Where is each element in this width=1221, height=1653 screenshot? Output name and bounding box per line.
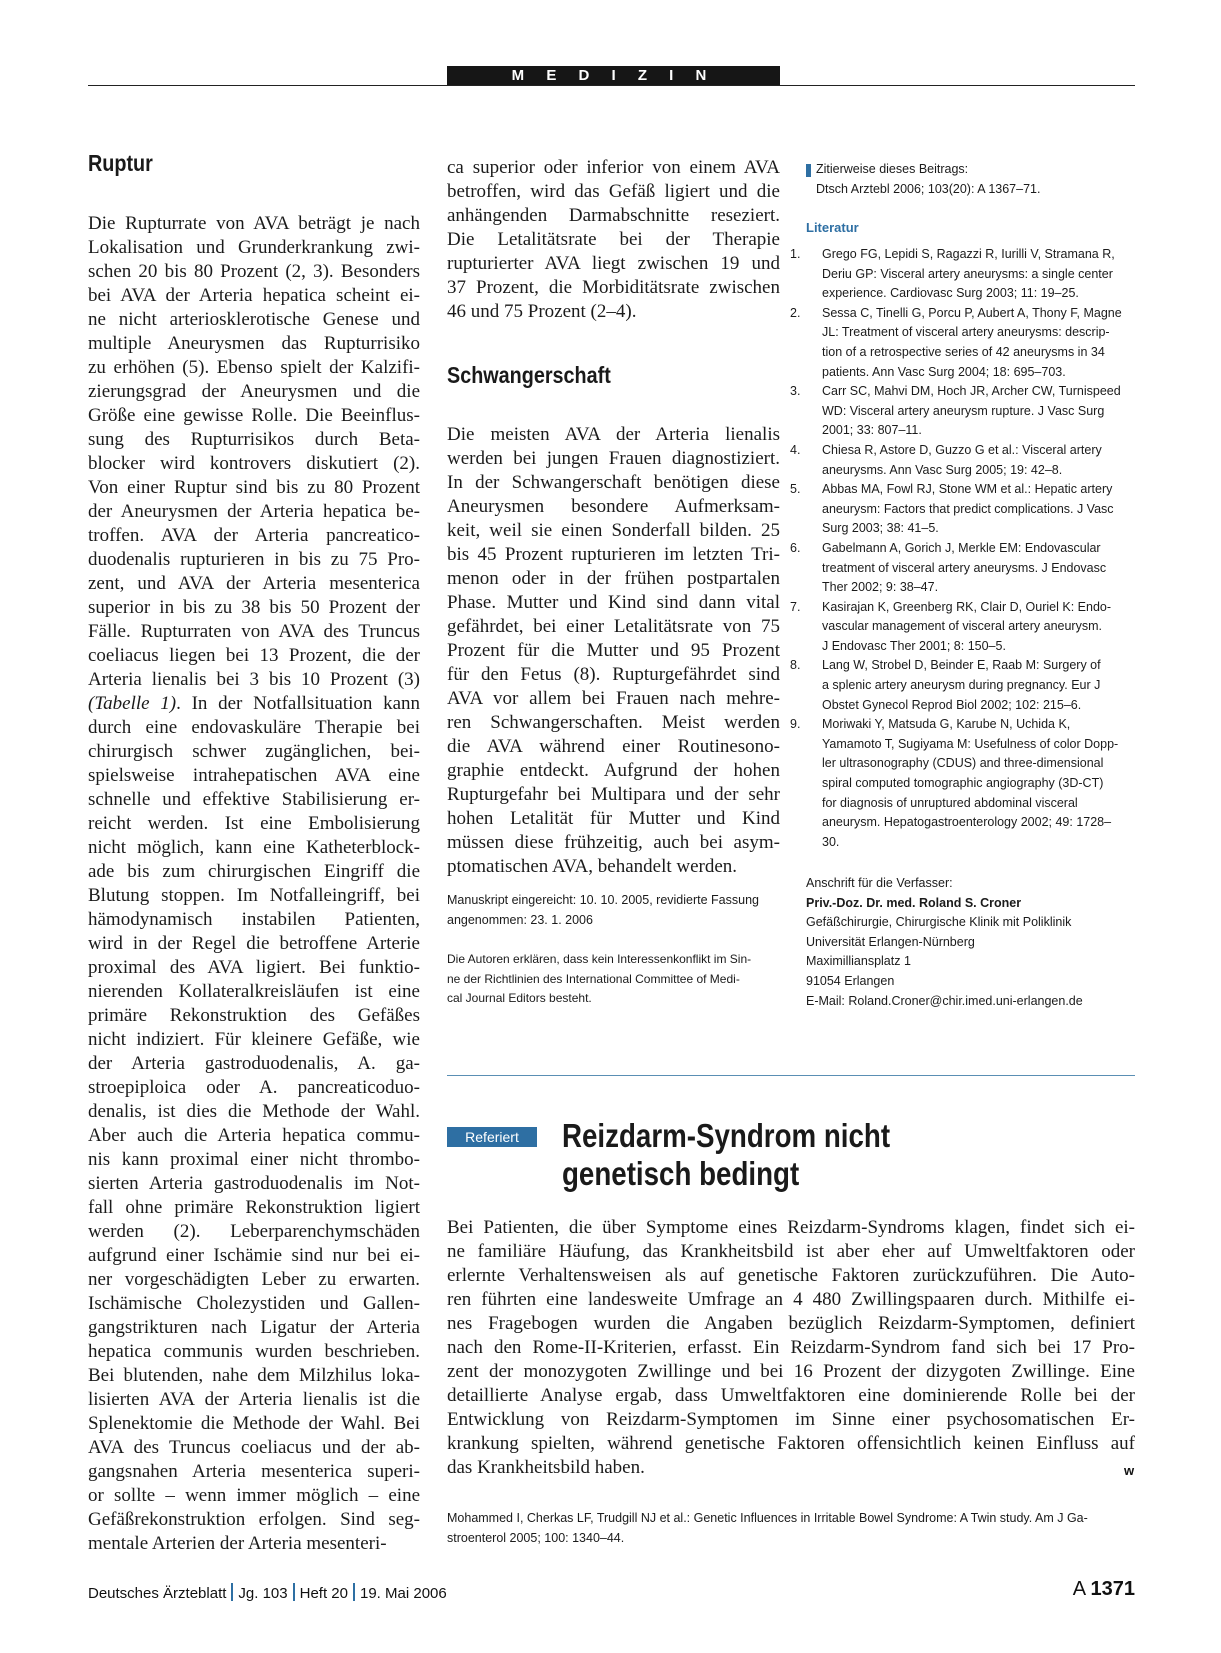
referiert-badge: Referiert — [447, 1127, 537, 1147]
reference-line: 9. Moriwaki Y, Matsuda G, Karube N, Uchida K, — [806, 715, 1136, 735]
text-line: blocker wird kontrovers diskutiert (2). — [88, 453, 420, 474]
text-line: ptomatischen AVA, behandelt werden. — [447, 856, 738, 877]
footer-separator — [353, 1583, 355, 1601]
reference-line: JL: Treatment of visceral artery aneurysms: descrip- — [822, 325, 1110, 340]
text-line: nicht indiziert. Für kleinere Gefäße, wie — [88, 1029, 420, 1050]
reference-line: ler ultrasonography (CDUS) and three-dimensional — [822, 756, 1104, 771]
reference-item — [790, 715, 1136, 852]
text-line: Dtsch Arztebl 2006; 103(20): A 1367–71. — [816, 181, 1041, 196]
text-line: Mohammed I, Cherkas LF, Trudgill NJ et al.: Genetic Influences in Irritable Bowel Syndrome: A Twin study. Am J Ga- — [447, 1511, 1088, 1525]
text-line: Gefäßrekonstruktion erfolgen. Sind seg- — [88, 1509, 420, 1530]
heading-ruptur: Ruptur — [88, 150, 153, 176]
reference-line: treatment of visceral artery aneurysms. J Endovasc — [822, 560, 1107, 575]
issue-date: 19. Mai 2006 — [360, 1585, 447, 1602]
referiert-text — [447, 1216, 1135, 1480]
text-line: nicht möglich, kann eine Katheterblock- — [88, 837, 420, 858]
text-line: zent der monozygoten Zwillinge und bei 16 Prozent der dizygoten Zwillinge. Eine — [447, 1361, 1135, 1382]
column-2-text — [447, 156, 780, 324]
text-line: ne nicht arteriosklerotische Genese und — [88, 309, 420, 330]
reference-line: aneurysm. Hepatogastroenterology 2002; 49: 1728– — [822, 815, 1112, 830]
text-line: duodenalis rupturieren in bis zu 75 Pro- — [88, 549, 420, 570]
text-line: spielsweise intrahepatischen AVA eine — [88, 765, 420, 786]
text-line: gangsnahen Arteria mesenterica superi- — [88, 1461, 420, 1482]
page-number-value: 1371 — [1090, 1578, 1135, 1600]
text-line: 91054 Erlangen — [806, 973, 895, 988]
issue: Heft 20 — [299, 1585, 348, 1602]
text-line: ner vorgeschädigten Leber zu erwarten. — [88, 1269, 420, 1290]
text-line: Splenektomie die Methode der Wahl. Bei — [88, 1413, 420, 1434]
footer — [88, 1583, 447, 1602]
reference-line: 2001; 33: 807–11. — [822, 423, 922, 438]
reference-line: 1. Grego FG, Lepidi S, Ragazzi R, Iurilli V, Stramana R, — [806, 245, 1136, 265]
article-title — [562, 1117, 953, 1193]
text-line: ne der Richtlinien des International Committee of Medi- — [447, 971, 740, 986]
text-line: graphie entdeckt. Aufgrund der hohen — [447, 760, 780, 781]
reference-line: spiral computed tomographic angiography (3D-CT) — [822, 776, 1104, 791]
text-line: schen 20 bis 80 Prozent (2, 3). Besonders — [88, 261, 420, 282]
reference-line: experience. Cardiovasc Surg 2003; 11: 19–25. — [822, 286, 1079, 301]
text-line: zent, und AVA der Arteria mesenterica — [88, 573, 420, 594]
text-line: Entwicklung von Reizdarm-Symptomen im Sinne einer psychosomatischen Er- — [447, 1409, 1135, 1430]
text-line: angenommen: 23. 1. 2006 — [447, 912, 593, 927]
text-line: keit, weil sie einen Sonderfall bilden. 25 — [447, 520, 780, 541]
reference-line: J Endovasc Ther 2001; 8: 150–5. — [822, 638, 1006, 653]
text-line: Reizdarm-Syndrom nicht — [562, 1117, 891, 1154]
text-line: Die meisten AVA der Arteria lienalis — [447, 424, 780, 445]
text-line: sierten Arteria gastroduodenalis im Not- — [88, 1173, 420, 1194]
text-line: der Aneurysmen der Arteria hepatica be- — [88, 501, 420, 522]
text-line: Fälle. Rupturraten von AVA des Truncus — [88, 621, 420, 642]
text-line: E-Mail: Roland.Croner@chir.imed.uni-erlangen.de — [806, 993, 1083, 1008]
text-line: multiple Aneurysmen das Rupturrisiko — [88, 333, 420, 354]
text-line: Aber auch die Arteria hepatica commu- — [88, 1125, 420, 1146]
text-line: cal Journal Editors besteht. — [447, 991, 592, 1006]
text-line: nierenden Kollateralkreisläufen ist eine — [88, 981, 420, 1002]
text-line: Arteria lienalis bei 3 bis 10 Prozent (3) — [88, 669, 420, 690]
text-line: hepatica communis wurden beschrieben. — [88, 1341, 420, 1362]
reference-line: patients. Ann Vasc Surg 2004; 18: 695–703. — [822, 364, 1066, 379]
text-line: Prozent für die Mutter und 95 Prozent — [447, 640, 780, 661]
text-line: gefährdet, bei einer Letalitätsrate von 75 — [447, 616, 780, 637]
reference-number: 1. — [790, 247, 801, 261]
text-line: Größe eine gewisse Rolle. Die Beeinflus- — [88, 405, 420, 426]
author-name: Priv.-Doz. Dr. med. Roland S. Croner — [806, 895, 1022, 910]
text-line: 37 Prozent, die Morbiditätsrate zwischen — [447, 277, 780, 298]
reference-line: 4. Chiesa R, Astore D, Guzzo G et al.: Visceral artery — [806, 441, 1136, 461]
volume: Jg. 103 — [238, 1585, 288, 1602]
text-line: schnelle und effektive Stabilisierung er- — [88, 789, 420, 810]
citation-note — [816, 160, 1136, 199]
text-line: nach den Rome-II-Kriterien, erfasst. Ein Reizdarm-Syndrom fand sich bei 17 Pro- — [447, 1337, 1135, 1358]
text-line: primäre Rekonstruktion des Gefäßes — [88, 1005, 420, 1026]
reference-line: 30. — [822, 834, 840, 849]
reference-line: 6. Gabelmann A, Gorich J, Merkle EM: Endovascular — [806, 539, 1136, 559]
text-line: Rupturgefahr bei Multipara und der sehr — [447, 784, 780, 805]
address-label: Anschrift für die Verfasser: — [806, 876, 953, 890]
text-line: ade bis zum chirurgischen Eingriff die — [88, 861, 420, 882]
text-line: stroenterol 2005; 100: 1340–44. — [447, 1530, 625, 1545]
text-line: krankung spielten, während genetische Faktoren offensichtlich keinen Einfluss auf — [447, 1433, 1135, 1454]
text-line: bis 45 Prozent rupturieren im letzten Tri- — [447, 544, 780, 565]
reference-line: 2. Sessa C, Tinelli G, Porcu P, Aubert A, Thony F, Magne — [806, 304, 1136, 324]
text-line: lisierten AVA der Arteria lienalis ist die — [88, 1389, 420, 1410]
footer-separator — [231, 1583, 233, 1601]
author-address — [806, 874, 1136, 1011]
reference-line: vascular management of visceral artery aneurysm. — [822, 619, 1102, 634]
text-line: hohen Letalität für Mutter und Kind — [447, 808, 780, 829]
reference-item — [790, 304, 1136, 382]
reference-line: 7. Kasirajan K, Greenberg RK, Clair D, Ouriel K: Endo- — [806, 598, 1136, 618]
reference-item — [790, 382, 1136, 441]
section-label: M E D I Z I N — [447, 66, 780, 86]
reference-item — [790, 656, 1136, 715]
text-line: Die Autoren erklären, dass kein Interessenkonflikt im Sin- — [447, 952, 752, 966]
text-line: betroffen, wird das Gefäß ligiert und die — [447, 181, 780, 202]
text-line: zu erhöhen (5). Ebenso spielt der Kalzifi- — [88, 357, 420, 378]
text-line: gangstrikturen nach Ligatur der Arteria — [88, 1317, 420, 1338]
text-line: Manuskript eingereicht: 10. 10. 2005, revidierte Fassung — [447, 893, 759, 907]
text-line: reicht werden. Ist eine Embolisierung — [88, 813, 420, 834]
text-line: AVA vor allem bei Frauen nach mehre- — [447, 688, 780, 709]
heading-schwangerschaft: Schwangerschaft — [447, 362, 611, 388]
text-line: anhängenden Darmabschnitte reseziert. — [447, 205, 780, 226]
reference-number: 2. — [790, 305, 801, 320]
reference-item — [790, 480, 1136, 539]
text-line: denalis, ist dies die Methode der Wahl. — [88, 1101, 420, 1122]
text-line: wird in der Regel die betroffene Arterie — [88, 933, 420, 954]
text-line: erlernte Verhaltensweisen als auf genetische Faktoren zurückzuführen. Die Auto- — [447, 1265, 1135, 1286]
text-line: coeliacus liegen bei 13 Prozent, die der — [88, 645, 420, 666]
reference-item — [790, 441, 1136, 480]
reference-line: Obstet Gynecol Reprod Biol 2002; 102: 215–6. — [822, 697, 1082, 712]
text-line: werden (2). Leberparenchymschäden — [88, 1221, 420, 1242]
text-line: ren Schwangerschaften. Meist werden — [447, 712, 780, 733]
text-line: Die Rupturrate von AVA beträgt je nach — [88, 213, 420, 234]
text-line: hämodynamisch instabilen Patienten, — [88, 909, 420, 930]
text-line: proximal des AVA ligiert. Bei funktio- — [88, 957, 420, 978]
text-line: Bei Patienten, die über Symptome eines Reizdarm-Syndroms klagen, findet sich ei- — [447, 1217, 1135, 1238]
text-line: die AVA während einer Routinesono- — [447, 736, 780, 757]
text-line: zierungsgrad der Aneurysmen und die — [88, 381, 420, 402]
reference-item — [790, 245, 1136, 304]
text-line: AVA des Truncus coeliacus und der ab- — [88, 1437, 420, 1458]
reference-line: Ther 2002; 9: 38–47. — [822, 580, 939, 595]
text-line: das Krankheitsbild haben. — [447, 1457, 645, 1478]
referiert-citation — [447, 1509, 1135, 1548]
reference-line: a splenic artery aneurysm during pregnancy. Eur J — [822, 678, 1101, 693]
reference-line: Deriu GP: Visceral artery aneurysms: a single center — [822, 266, 1113, 281]
text-line: Ischämische Cholezystiden und Gallen- — [88, 1293, 420, 1314]
text-line: or sollte – wenn immer möglich – eine — [88, 1485, 420, 1506]
text-line: müssen diese frühzeitig, auch bei asym- — [447, 832, 780, 853]
text-line: Maximilliansplatz 1 — [806, 954, 911, 969]
reference-line: for diagnosis of unruptured abdominal visceral — [822, 795, 1078, 810]
text-line: durch eine endovaskuläre Therapie bei — [88, 717, 420, 738]
page-prefix: A — [1072, 1578, 1085, 1600]
text-line: der Arteria gastroduodenalis, A. ga- — [88, 1053, 420, 1074]
reference-line: 5. Abbas MA, Fowl RJ, Stone WM et al.: Hepatic artery — [806, 480, 1136, 500]
text-line: ren führten eine landesweite Umfrage an 4 480 Zwillingspaaren durch. Mithilfe ei- — [447, 1289, 1135, 1310]
reference-list — [790, 245, 1136, 852]
text-line: Die Letalitätsrate bei der Therapie — [447, 229, 780, 250]
text-line: superior in bis zu 38 bis 50 Prozent der — [88, 597, 420, 618]
text-line: nes Fragebogen wurden die Angaben bezüglich Reizdarm-Symptomen, definiert — [447, 1313, 1135, 1334]
address-lines — [806, 913, 1136, 1011]
text-line: bei AVA der Arteria hepatica scheint ei- — [88, 285, 420, 306]
header-rule — [88, 85, 1135, 86]
text-line: (Tabelle 1). In der Notfallsituation kann — [88, 693, 421, 714]
text-line: Von einer Ruptur sind bis zu 80 Prozent — [88, 477, 420, 498]
text-line: ne familiäre Häufung, das Krankheitsbild ist aber eher auf Umweltfaktoren oder — [447, 1241, 1135, 1262]
reference-line: 8. Lang W, Strobel D, Beinder E, Raab M: Surgery of — [806, 656, 1136, 676]
reference-line: WD: Visceral artery aneurysm rupture. J Vasc Surg — [822, 403, 1105, 418]
text-line: Universität Erlangen-Nürnberg — [806, 934, 975, 949]
reference-number: 5. — [790, 482, 801, 497]
text-line: aufgrund einer Ischämie sind nur bei ei- — [88, 1245, 420, 1266]
reference-line: 3. Carr SC, Mahvi DM, Hoch JR, Archer CW, Turnispeed — [806, 382, 1136, 402]
reference-line: tion of a retrospective series of 42 aneurysms in 34 — [822, 344, 1105, 359]
text-line: Gefäßchirurgie, Chirurgische Klinik mit Poliklinik — [806, 915, 1072, 930]
conflict-note — [447, 950, 780, 1009]
text-line: rupturierter AVA liegt zwischen 19 und — [447, 253, 780, 274]
text-line: 46 und 75 Prozent (2–4). — [447, 301, 637, 322]
text-line: für den Fetus (8). Rupturgefährdet sind — [447, 664, 780, 685]
text-line: Aneurysmen besondere Aufmerksam- — [447, 496, 780, 517]
text-line: Bei blutenden, nahe dem Milzhilus loka- — [88, 1365, 420, 1386]
literature-heading: Literatur — [806, 220, 859, 235]
manuscript-note — [447, 891, 780, 930]
text-line: detaillierte Analyse ergab, dass Umweltfaktoren eine dominierende Rolle bei der — [447, 1385, 1135, 1406]
reference-number: 4. — [790, 442, 801, 457]
text-line: stroepiploica oder A. pancreaticoduo- — [88, 1077, 420, 1098]
column-2-text-schwangerschaft — [447, 423, 780, 879]
reference-line: aneurysms. Ann Vasc Surg 2005; 19: 42–8. — [822, 462, 1063, 477]
text-line: ca superior oder inferior von einem AVA — [447, 157, 780, 178]
text-line: Lokalisation und Grunderkrankung zwi- — [88, 237, 420, 258]
reference-number: 9. — [790, 717, 801, 732]
page-number — [1073, 1578, 1135, 1601]
text-line: sung des Rupturrisikos durch Beta- — [88, 429, 420, 450]
reference-item — [790, 598, 1136, 657]
text-line: mentale Arterien der Arteria mesenteri- — [88, 1533, 387, 1554]
text-line: Phase. Mutter und Kind sind dann vital — [447, 592, 780, 613]
reference-number: 3. — [790, 384, 801, 399]
reference-line: Yamamoto T, Sugiyama M: Usefulness of color Dopp- — [822, 736, 1119, 751]
text-line: troffen. AVA der Arteria pancreatico- — [88, 525, 420, 546]
journal-name: Deutsches Ärzteblatt — [88, 1585, 227, 1602]
text-line: Blutung stoppen. Im Notfalleingriff, bei — [88, 885, 420, 906]
section-divider — [447, 1075, 1135, 1076]
column-1-text — [88, 212, 420, 1556]
text-line: fall ohne primäre Rekonstruktion ligiert — [88, 1197, 420, 1218]
reference-number: 6. — [790, 540, 801, 555]
end-mark: w — [1124, 1463, 1135, 1478]
reference-number: 8. — [790, 658, 801, 673]
text-line: Zitierweise dieses Beitrags: — [816, 162, 969, 176]
citation-marker — [806, 164, 811, 177]
footer-separator — [293, 1583, 295, 1601]
reference-item — [790, 539, 1136, 598]
text-line: werden bei jungen Frauen diagnostiziert. — [447, 448, 780, 469]
text-line: nis kann proximal einer nicht thrombo- — [88, 1149, 420, 1170]
text-line: chirurgisch schwer zugänglichen, bei- — [88, 741, 420, 762]
reference-number: 7. — [790, 599, 801, 614]
text-line: genetisch bedingt — [562, 1155, 800, 1192]
text-line: In der Schwangerschaft benötigen diese — [447, 472, 780, 493]
text-line: menon oder in der frühen postpartalen — [447, 568, 780, 589]
reference-line: Surg 2003; 38: 41–5. — [822, 521, 939, 536]
reference-line: aneurysm: Factors that predict complications. J Vasc — [822, 501, 1114, 516]
table-reference: (Tabelle 1) — [88, 693, 177, 714]
